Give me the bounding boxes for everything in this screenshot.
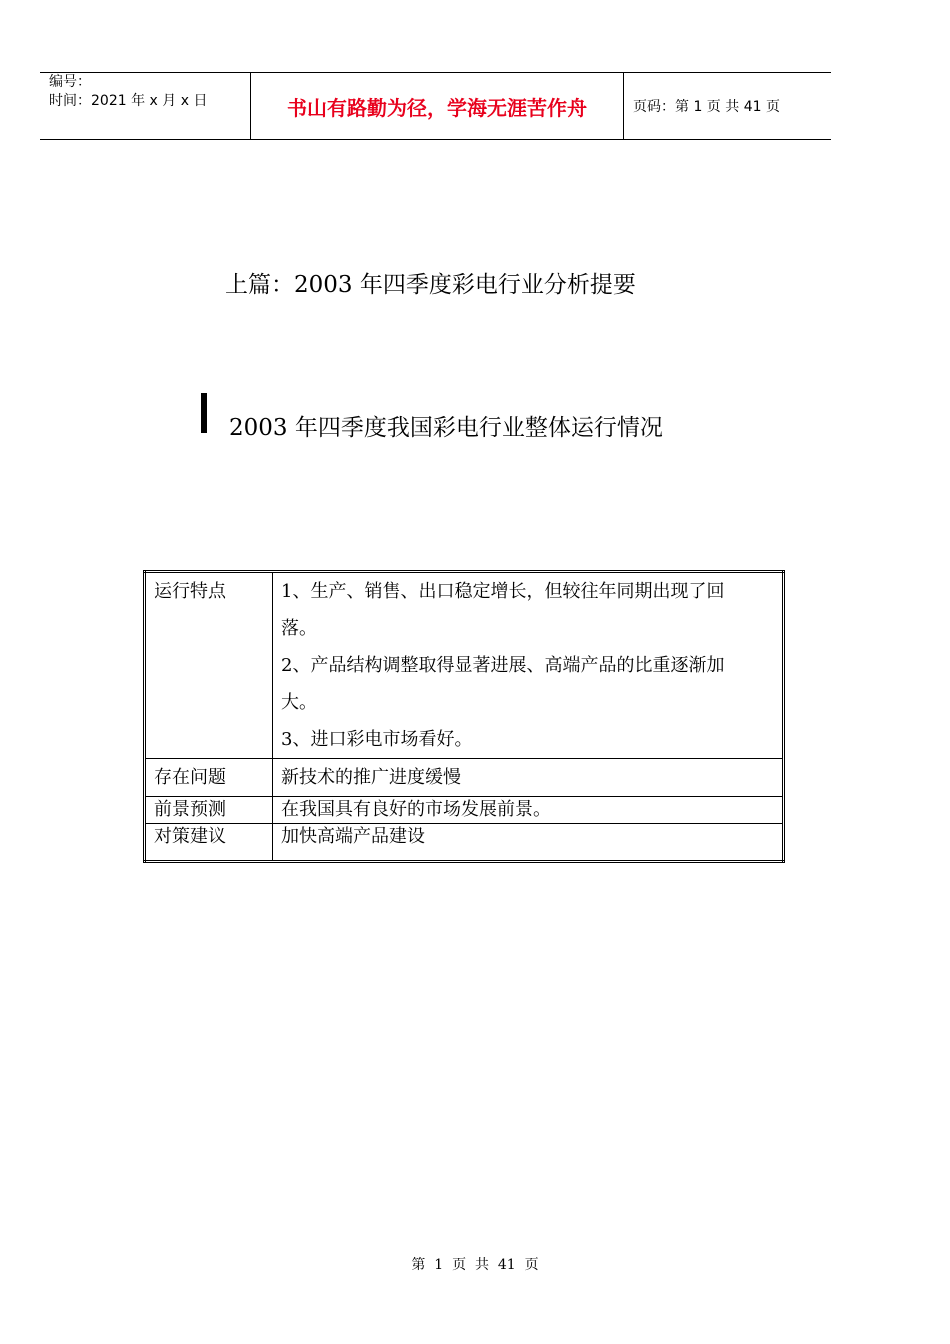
page-header: [40, 72, 831, 140]
table-row: [145, 797, 784, 824]
row-label: 对策建议: [145, 824, 273, 862]
section-title: 2003 年四季度我国彩电行业整体运行情况: [229, 415, 663, 441]
row-content: 新技术的推广进度缓慢: [273, 759, 784, 797]
row-label: 前景预测: [145, 797, 273, 824]
content-line: 3、进口彩电市场看好。: [281, 729, 473, 750]
section-marker: [201, 393, 207, 433]
row-content: 在我国具有良好的市场发展前景。: [273, 797, 784, 824]
header-motto: 书山有路勤为径，学海无涯苦作舟: [251, 73, 624, 140]
table-row: [145, 759, 784, 797]
header-page-info: 页码：第 1 页 共 41 页: [633, 99, 780, 115]
content-line: 2、产品结构调整取得显著进展、高端产品的比重逐渐加: [281, 655, 725, 676]
row-content: [273, 572, 784, 759]
time-label: 时间：2021 年 x 月 x 日: [49, 93, 208, 109]
header-meta: [40, 73, 251, 140]
row-content: 加快高端产品建设: [273, 824, 784, 862]
row-label: 运行特点: [145, 572, 273, 759]
table-row: [145, 824, 784, 862]
summary-table: [143, 570, 785, 863]
row-label: 存在问题: [145, 759, 273, 797]
document-title: 上篇：2003 年四季度彩电行业分析提要: [225, 272, 636, 298]
content-line: 大。: [281, 692, 317, 713]
table-row: [145, 572, 784, 759]
content-line: 落。: [281, 618, 317, 639]
serial-label: 编号：: [49, 74, 91, 90]
page-footer: 第 1 页 共 41 页: [411, 1257, 539, 1273]
content-line: 1、生产、销售、出口稳定增长，但较往年同期出现了回: [281, 581, 725, 602]
